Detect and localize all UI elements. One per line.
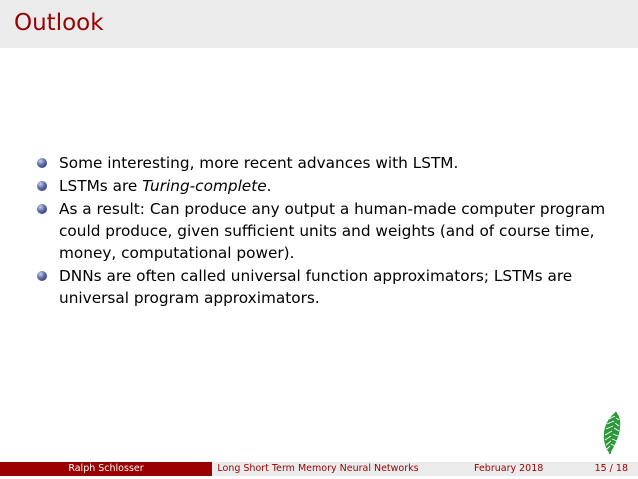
bullet-text: Some interesting, more recent advances with LSTM. xyxy=(59,154,459,172)
bullet-item xyxy=(36,175,620,197)
footer xyxy=(0,459,638,479)
bullet-icon xyxy=(37,158,47,168)
page-number: 15 / 18 xyxy=(594,463,628,474)
bullet-item xyxy=(36,265,620,309)
emphasis-text: Turing-complete xyxy=(142,177,267,195)
slide-title: Outlook xyxy=(14,10,104,36)
bullet-icon xyxy=(37,181,47,191)
bullet-text: DNNs are often called universal function approximators; LSTMs are universal program approximators. xyxy=(59,267,573,307)
bullet-icon xyxy=(37,204,47,214)
bullet-text: LSTMs are Turing-complete. xyxy=(59,177,272,195)
bullet-text: As a result: Can produce any output a human-made computer program could produce, given sufficient units and weights (and of course time, money, computational power). xyxy=(59,200,606,262)
bullet-item xyxy=(36,152,620,174)
footer-date-box xyxy=(424,462,638,476)
footer-author: Ralph Schlosser xyxy=(0,462,212,476)
bullet-item xyxy=(36,198,620,264)
bullet-icon xyxy=(37,271,47,281)
footer-date: February 2018 xyxy=(474,463,544,474)
footer-talk-title: Long Short Term Memory Neural Networks xyxy=(212,462,424,476)
bullet-list xyxy=(36,152,620,309)
fern-leaf-icon xyxy=(592,408,626,456)
title-bar xyxy=(0,0,638,48)
